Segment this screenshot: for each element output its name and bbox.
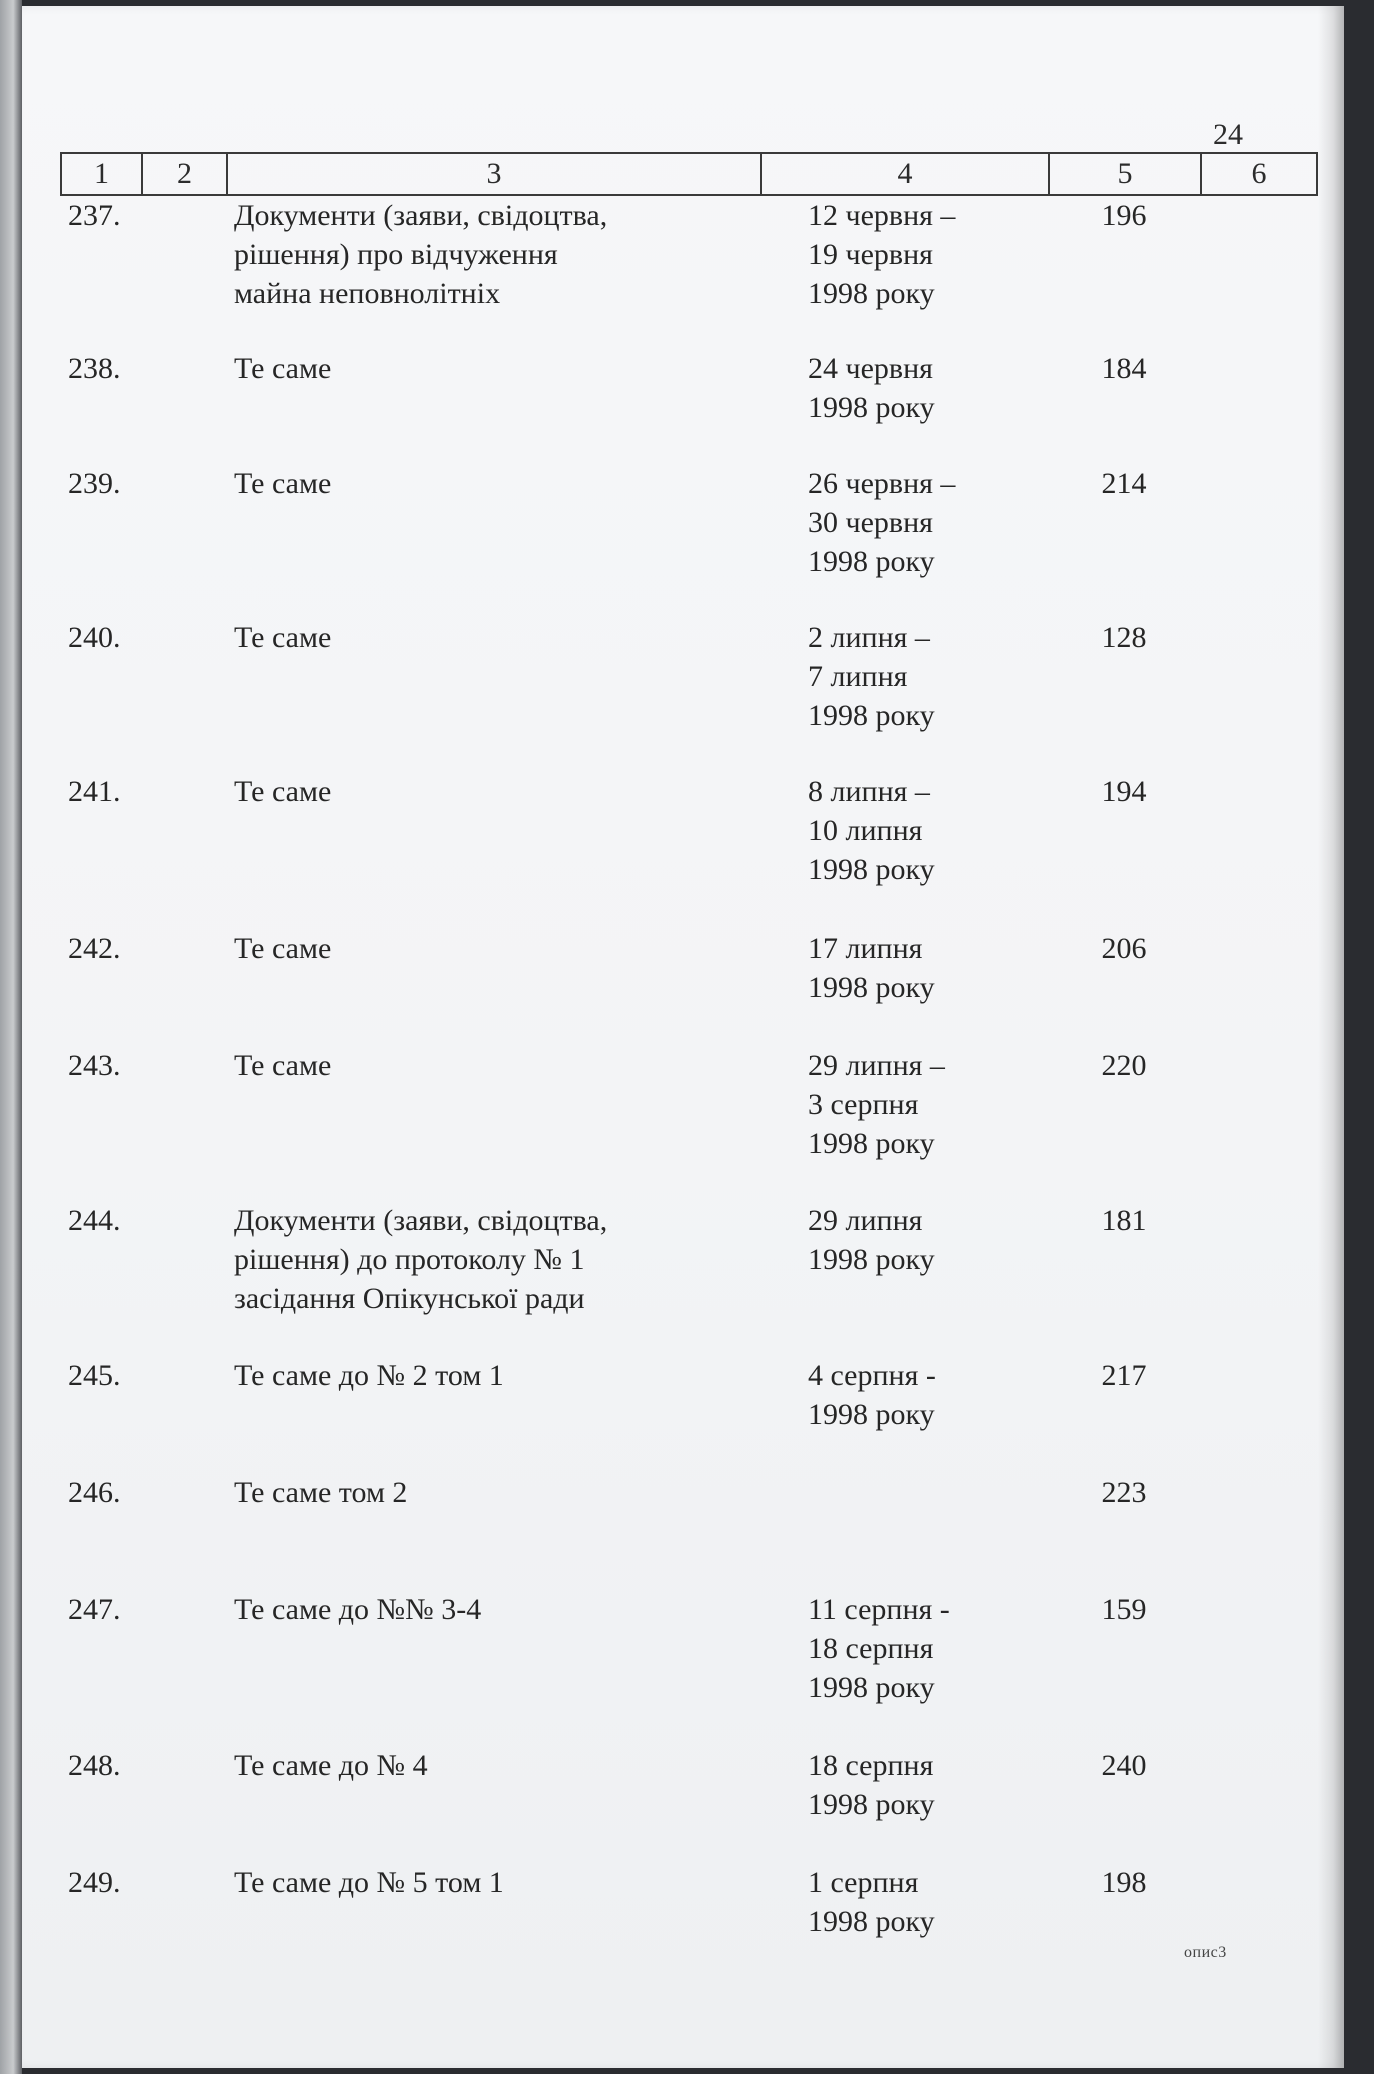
record-dates: 11 серпня - 18 серпня 1998 року bbox=[808, 1593, 950, 1704]
scan-left-edge bbox=[0, 0, 22, 2074]
record-number: 237. bbox=[68, 199, 121, 232]
record-dates: 26 червня – 30 червня 1998 року bbox=[808, 467, 956, 578]
record-sheet-count: 128 bbox=[1101, 621, 1147, 654]
record-sheet-count: 194 bbox=[1101, 775, 1147, 808]
document-page bbox=[22, 6, 1344, 2068]
record-description: Те саме до №№ 3-4 bbox=[234, 1593, 482, 1626]
record-number: 248. bbox=[68, 1749, 121, 1782]
record-sheet-count: 159 bbox=[1101, 1593, 1147, 1626]
record-description: Те саме bbox=[234, 352, 332, 385]
record-number: 239. bbox=[68, 467, 121, 500]
footer-mark: опис3 bbox=[1184, 1944, 1227, 1961]
header-col-5: 5 bbox=[1048, 154, 1200, 194]
record-dates: 29 липня 1998 року bbox=[808, 1204, 935, 1276]
record-description: Те саме до № 2 том 1 bbox=[234, 1359, 504, 1392]
header-col-2: 2 bbox=[141, 154, 226, 194]
record-description: Те саме bbox=[234, 1049, 332, 1082]
header-col-3: 3 bbox=[226, 154, 760, 194]
record-number: 247. bbox=[68, 1593, 121, 1626]
record-number: 241. bbox=[68, 775, 121, 808]
page-number: 24 bbox=[1213, 118, 1243, 151]
record-description: Те саме до № 4 bbox=[234, 1749, 428, 1782]
record-number: 245. bbox=[68, 1359, 121, 1392]
record-sheet-count: 184 bbox=[1101, 352, 1147, 385]
record-number: 246. bbox=[68, 1476, 121, 1509]
record-sheet-count: 223 bbox=[1101, 1476, 1147, 1509]
record-number: 243. bbox=[68, 1049, 121, 1082]
record-sheet-count: 196 bbox=[1101, 199, 1147, 232]
record-description: Те саме том 2 bbox=[234, 1476, 408, 1509]
record-sheet-count: 217 bbox=[1101, 1359, 1147, 1392]
record-dates: 24 червня 1998 року bbox=[808, 352, 935, 424]
record-dates: 18 серпня 1998 року bbox=[808, 1749, 935, 1821]
record-dates: 12 червня – 19 червня 1998 року bbox=[808, 199, 956, 310]
records-list bbox=[22, 6, 1344, 2068]
record-description: Те саме bbox=[234, 621, 332, 654]
header-col-6: 6 bbox=[1200, 154, 1318, 194]
record-number: 244. bbox=[68, 1204, 121, 1237]
record-dates: 17 липня 1998 року bbox=[808, 932, 935, 1004]
record-description: Те саме bbox=[234, 932, 332, 965]
record-description: Те саме bbox=[234, 467, 332, 500]
header-col-4: 4 bbox=[760, 154, 1048, 194]
record-dates: 2 липня – 7 липня 1998 року bbox=[808, 621, 935, 732]
header-col-1: 1 bbox=[60, 154, 141, 194]
record-number: 240. bbox=[68, 621, 121, 654]
record-sheet-count: 220 bbox=[1101, 1049, 1147, 1082]
record-sheet-count: 198 bbox=[1101, 1866, 1147, 1899]
record-number: 238. bbox=[68, 352, 121, 385]
record-dates: 1 серпня 1998 року bbox=[808, 1866, 935, 1938]
record-sheet-count: 214 bbox=[1101, 467, 1147, 500]
record-sheet-count: 181 bbox=[1101, 1204, 1147, 1237]
record-description: Документи (заяви, свідоцтва, рішення) про відчуження майна неповнолітніх bbox=[234, 199, 608, 310]
record-sheet-count: 206 bbox=[1101, 932, 1147, 965]
record-sheet-count: 240 bbox=[1101, 1749, 1147, 1782]
record-description: Те саме до № 5 том 1 bbox=[234, 1866, 504, 1899]
record-number: 242. bbox=[68, 932, 121, 965]
record-description: Те саме bbox=[234, 775, 332, 808]
record-number: 249. bbox=[68, 1866, 121, 1899]
record-dates: 8 липня – 10 липня 1998 року bbox=[808, 775, 935, 886]
record-dates: 4 серпня - 1998 року bbox=[808, 1359, 936, 1431]
record-dates: 29 липня – 3 серпня 1998 року bbox=[808, 1049, 945, 1160]
record-description: Документи (заяви, свідоцтва, рішення) до протоколу № 1 засідання Опікунської ради bbox=[234, 1204, 608, 1315]
